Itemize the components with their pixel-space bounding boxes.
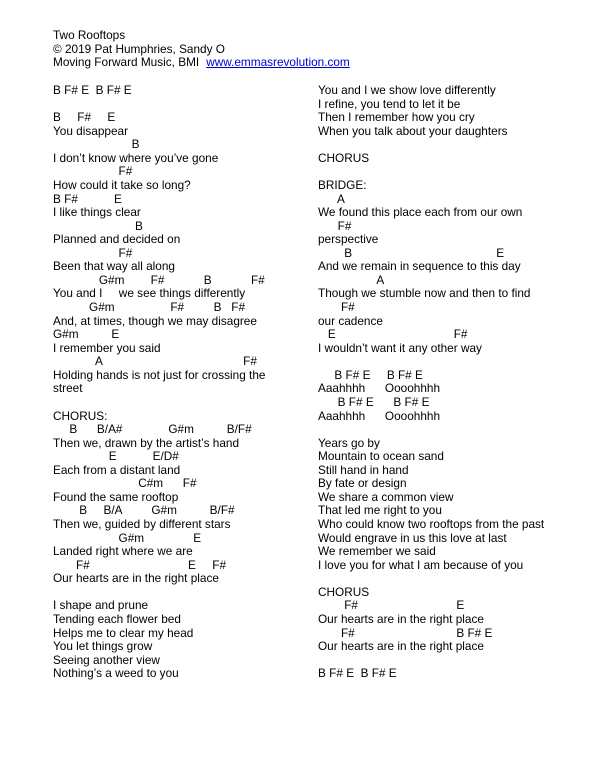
song-line: G#m E	[53, 530, 202, 545]
song-line: BRIDGE:	[318, 177, 367, 192]
blank-line	[318, 654, 544, 668]
song-line: F#	[318, 218, 352, 233]
song-line: B E	[318, 245, 505, 260]
song-line: perspective	[318, 232, 379, 247]
song-line: street	[53, 381, 83, 396]
song-line: F#	[318, 300, 355, 314]
song-line: Seeing another view	[53, 652, 160, 667]
blank-line	[318, 572, 544, 586]
song-line: B F# E B F# E	[318, 666, 397, 681]
song-line: I love you for what I am because of you	[318, 557, 524, 572]
song-line: Planned and decided on	[53, 232, 181, 247]
song-line: CHORUS:	[53, 408, 108, 423]
song-line: B	[53, 137, 140, 152]
song-line: Landed right where we are	[53, 544, 193, 559]
blank-line	[318, 165, 544, 179]
song-line: A	[318, 272, 385, 287]
website-link[interactable]: www.emmasrevolution.com	[206, 55, 350, 70]
song-line: C#m F#	[53, 476, 197, 491]
song-line: By fate or design	[318, 476, 407, 491]
song-line: F#	[53, 164, 133, 179]
song-line: A	[318, 191, 345, 206]
song-line: E F#	[318, 327, 468, 342]
song-line: Our hearts are in the right place	[318, 611, 484, 626]
song-line: B B/A G#m B/F#	[53, 503, 235, 518]
blank-line	[318, 355, 544, 369]
song-line: Each from a distant land	[53, 462, 181, 477]
song-line: Would engrave in us this love at last	[318, 530, 507, 545]
song-line: G#m E	[53, 327, 120, 342]
blank-line	[53, 396, 265, 410]
blank-line	[318, 423, 544, 437]
lyrics-column-right	[318, 84, 544, 681]
song-header	[53, 29, 350, 70]
song-line: Been that way all along	[53, 259, 175, 274]
song-line: I remember you said	[53, 340, 161, 355]
blank-line	[53, 586, 265, 600]
copyright-line: © 2019 Pat Humphries, Sandy O	[53, 41, 225, 56]
song-line: B	[53, 218, 143, 233]
song-title: Two Rooftops	[53, 28, 126, 42]
song-line: F#	[53, 245, 133, 260]
song-line: Mountain to ocean sand	[318, 449, 444, 464]
song-line: Still hand in hand	[318, 462, 409, 477]
song-line: I shape and prune	[53, 598, 149, 613]
song-line: Holding hands is not just for crossing the	[53, 367, 266, 382]
song-line: You and I we see things differently	[53, 286, 246, 301]
song-line: B F# E	[53, 110, 116, 125]
song-line: I like things clear	[53, 205, 141, 220]
song-line: You disappear	[53, 123, 128, 138]
song-line: F# E F#	[53, 557, 227, 572]
song-line: F# E	[318, 598, 465, 613]
song-line: Found the same rooftop	[53, 489, 179, 504]
song-line: Helps me to clear my head	[53, 625, 194, 640]
song-line: G#m F# B F#	[53, 272, 265, 287]
song-line: Aaahhhh Oooohhhh	[318, 408, 441, 423]
song-line: CHORUS	[318, 150, 370, 165]
song-line: We share a common view	[318, 489, 454, 504]
song-line: B F# E B F# E	[318, 367, 423, 382]
song-line: I don’t know where you’ve gone	[53, 150, 219, 165]
song-line: Years go by	[318, 435, 380, 450]
publisher-text: Moving Forward Music, BMI	[53, 55, 200, 70]
song-line: I refine, you tend to let it be	[318, 96, 461, 111]
song-line: G#m F# B F#	[53, 300, 246, 314]
song-line: B F# E B F# E	[53, 83, 132, 97]
song-line: When you talk about your daughters	[318, 123, 508, 138]
song-line: CHORUS	[318, 584, 370, 599]
song-line: That led me right to you	[318, 503, 442, 518]
song-line: A F#	[53, 354, 257, 369]
song-line: B F# E	[53, 191, 122, 206]
song-line: B F# E B F# E	[318, 394, 430, 409]
song-line: Though we stumble now and then to find	[318, 286, 531, 301]
song-line: We remember we said	[318, 544, 436, 559]
song-line: Then I remember how you cry	[318, 110, 475, 125]
song-line: We found this place each from our own	[318, 205, 523, 220]
lyrics-column-left	[53, 84, 265, 681]
song-line: Our hearts are in the right place	[53, 571, 219, 586]
song-line: Nothing’s a weed to you	[53, 666, 179, 681]
song-line: E E/D#	[53, 449, 179, 464]
song-line: F# B F# E	[318, 625, 493, 640]
song-line: I wouldn’t want it any other way	[318, 340, 482, 355]
song-line: Tending each flower bed	[53, 611, 181, 626]
song-line: B B/A# G#m B/F#	[53, 422, 252, 437]
song-line: And, at times, though we may disagree	[53, 313, 257, 328]
blank-line	[53, 98, 265, 112]
song-line: Aaahhhh Oooohhhh	[318, 381, 441, 396]
song-line: You and I we show love differently	[318, 83, 496, 97]
song-line: You let things grow	[53, 639, 153, 654]
song-line: Who could know two rooftops from the past	[318, 517, 545, 531]
song-line: Our hearts are in the right place	[318, 639, 484, 654]
song-line: Then we, drawn by the artist’s hand	[53, 435, 240, 450]
song-line: How could it take so long?	[53, 177, 191, 192]
song-line: And we remain in sequence to this day	[318, 259, 521, 274]
song-line: Then we, guided by different stars	[53, 517, 231, 531]
song-line: our cadence	[318, 313, 383, 328]
publisher-line	[53, 56, 350, 70]
blank-line	[318, 138, 544, 152]
